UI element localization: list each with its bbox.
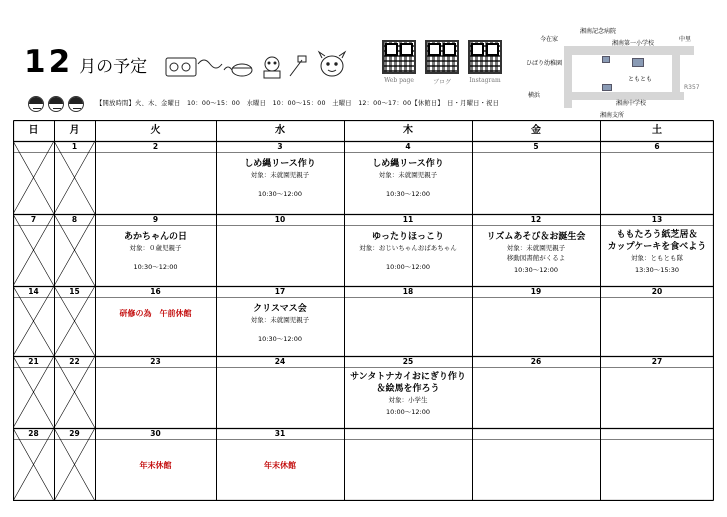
qr-instagram[interactable] [468, 40, 502, 84]
day-number: 25 [402, 357, 414, 366]
day-number: 5 [533, 142, 539, 151]
map-label: 中里 [679, 36, 692, 43]
day-number [13, 142, 54, 152]
day-number: 8 [71, 215, 78, 224]
weekday-header: 水 [275, 125, 285, 136]
event-note: 移動図書館がくるよ [506, 254, 566, 262]
calendar-grid [13, 120, 714, 501]
closure-text: 年末休館 [139, 461, 172, 470]
event-target: 対象：おじいちゃんおばあちゃん [359, 244, 457, 252]
day-number: 2 [152, 142, 159, 151]
event-target: 対象：未就園児親子 [378, 171, 438, 179]
day-number: 20 [651, 287, 663, 296]
day-number: 22 [69, 357, 80, 366]
event-time: 10:30～12:00 [258, 335, 302, 343]
weekday-header: 土 [652, 125, 662, 136]
closure-notice[interactable] [95, 309, 216, 319]
day-number: 13 [651, 215, 663, 224]
closure-text: 研修の為 午前休館 [119, 309, 192, 318]
event-target: 対象：０歳児親子 [129, 244, 182, 252]
day-number: 12 [530, 215, 542, 224]
day-number: 3 [277, 142, 283, 151]
event-title: しめ縄リース作り [372, 159, 444, 169]
event-target: 対象：未就園児親子 [250, 316, 310, 324]
day-number: 4 [405, 142, 411, 151]
event-time: 10:00～12:00 [386, 408, 430, 416]
day-number [472, 429, 600, 439]
qr-code-icon [425, 40, 459, 74]
day-number: 30 [150, 429, 161, 438]
map-label: ともとも [628, 76, 653, 83]
weekday-header: 日 [28, 125, 39, 136]
event-time: 10:30～12:00 [386, 190, 430, 198]
event-title: あかちゃんの日 [123, 232, 187, 242]
closure-notice[interactable] [216, 461, 344, 471]
day-number: 28 [28, 429, 39, 438]
spacer [216, 325, 344, 334]
event-time: 10:30～12:00 [258, 190, 302, 198]
title-suffix: 月の予定 [79, 57, 148, 77]
event-title: カップケーキを食べよう [607, 242, 707, 252]
map-label: R357 [684, 84, 700, 91]
day-number: 19 [530, 287, 542, 296]
event-title: しめ縄リース作り [244, 159, 316, 169]
event-time: 10:00～12:00 [386, 263, 430, 271]
weekday-header: 木 [403, 125, 413, 136]
event-target: 対象：未就園児親子 [250, 171, 310, 179]
event-time: 10:30～12:00 [133, 263, 178, 271]
event-title: ももたろう紙芝居＆ [616, 230, 698, 240]
page-title [24, 44, 147, 80]
day-number: 16 [150, 287, 161, 296]
event-target: 対象：未就園児親子 [506, 244, 566, 252]
day-number: 7 [30, 215, 37, 224]
cooking-doodle-illustration [162, 50, 372, 82]
qr-code-icon [468, 40, 502, 74]
day-number: 9 [152, 215, 159, 224]
day-number: 18 [402, 287, 414, 296]
map-building [602, 56, 610, 63]
event-title: ＆絵馬を作ろう [376, 384, 440, 394]
day-number [600, 429, 714, 439]
event-cell[interactable] [600, 229, 714, 275]
day-number: 31 [274, 429, 286, 438]
map-label: ひばり幼稚園 [526, 60, 563, 67]
spacer [344, 180, 472, 189]
opening-hours-info: 【開放時間】火、木、金曜日 10：00～15：00 水曜日 10：00～15：00 土曜日 12：00～17：00【休館日】 日・月曜日・祝日 [96, 100, 500, 107]
event-cell[interactable] [216, 158, 344, 199]
day-number: 24 [274, 357, 286, 366]
event-time: 10:30～12:00 [514, 266, 558, 274]
day-number: 11 [402, 215, 414, 224]
child-face-icon [48, 96, 64, 112]
event-cell[interactable] [344, 231, 472, 272]
event-title: サンタトナカイおにぎり作り [350, 372, 466, 382]
child-face-icon [68, 96, 84, 112]
closure-notice[interactable] [95, 461, 216, 471]
event-title: クリスマス会 [253, 304, 307, 314]
qr-label: Web page [384, 77, 414, 84]
day-number: 1 [71, 142, 78, 151]
qr-code-icon [382, 40, 416, 74]
day-number: 26 [530, 357, 542, 366]
event-target: 対象：ともとも隊 [631, 254, 683, 262]
event-cell[interactable] [344, 158, 472, 199]
event-cell[interactable] [472, 231, 600, 275]
day-number: 23 [150, 357, 161, 366]
event-time: 13:30～15:30 [635, 266, 679, 274]
map-label: 湘南記念病院 [580, 28, 617, 35]
event-title: リズムあそび＆お誕生会 [486, 232, 586, 242]
event-cell[interactable] [95, 231, 216, 272]
children-illustration [28, 96, 84, 112]
day-number [344, 429, 472, 439]
qr-blog[interactable] [425, 40, 459, 86]
map-road [672, 46, 680, 100]
day-number: 29 [69, 429, 80, 438]
spacer [344, 253, 472, 262]
month-number: 12 [24, 44, 74, 80]
map-building [602, 84, 612, 91]
event-cell[interactable] [216, 303, 344, 344]
closure-text: 年末休館 [264, 461, 296, 470]
event-cell[interactable] [344, 371, 472, 417]
day-number: 15 [69, 287, 80, 296]
weekday-header: 月 [69, 125, 80, 136]
day-number: 14 [28, 287, 39, 296]
map-building [632, 58, 644, 67]
day-number: 6 [654, 142, 660, 151]
qr-label: ブログ [432, 79, 451, 86]
access-map [524, 26, 700, 119]
map-label: 今在家 [540, 36, 559, 43]
map-label: 湘南第一小学校 [612, 40, 655, 47]
qr-label: Instagram [469, 77, 501, 84]
weekday-header: 金 [531, 125, 541, 136]
day-number: 21 [28, 357, 39, 366]
spacer [216, 180, 344, 189]
map-label: 湘南中学校 [616, 100, 647, 107]
event-title: ゆったりほっこり [372, 232, 444, 242]
child-face-icon [28, 96, 44, 112]
day-number: 17 [274, 287, 286, 296]
weekday-header: 火 [150, 125, 161, 136]
day-number: 27 [651, 357, 663, 366]
qr-webpage[interactable] [382, 40, 416, 84]
event-target: 対象：小学生 [388, 396, 428, 404]
day-number: 10 [274, 215, 286, 224]
map-label: 横浜 [528, 92, 541, 99]
map-label: 湘南支所 [600, 112, 625, 119]
spacer [95, 253, 216, 262]
